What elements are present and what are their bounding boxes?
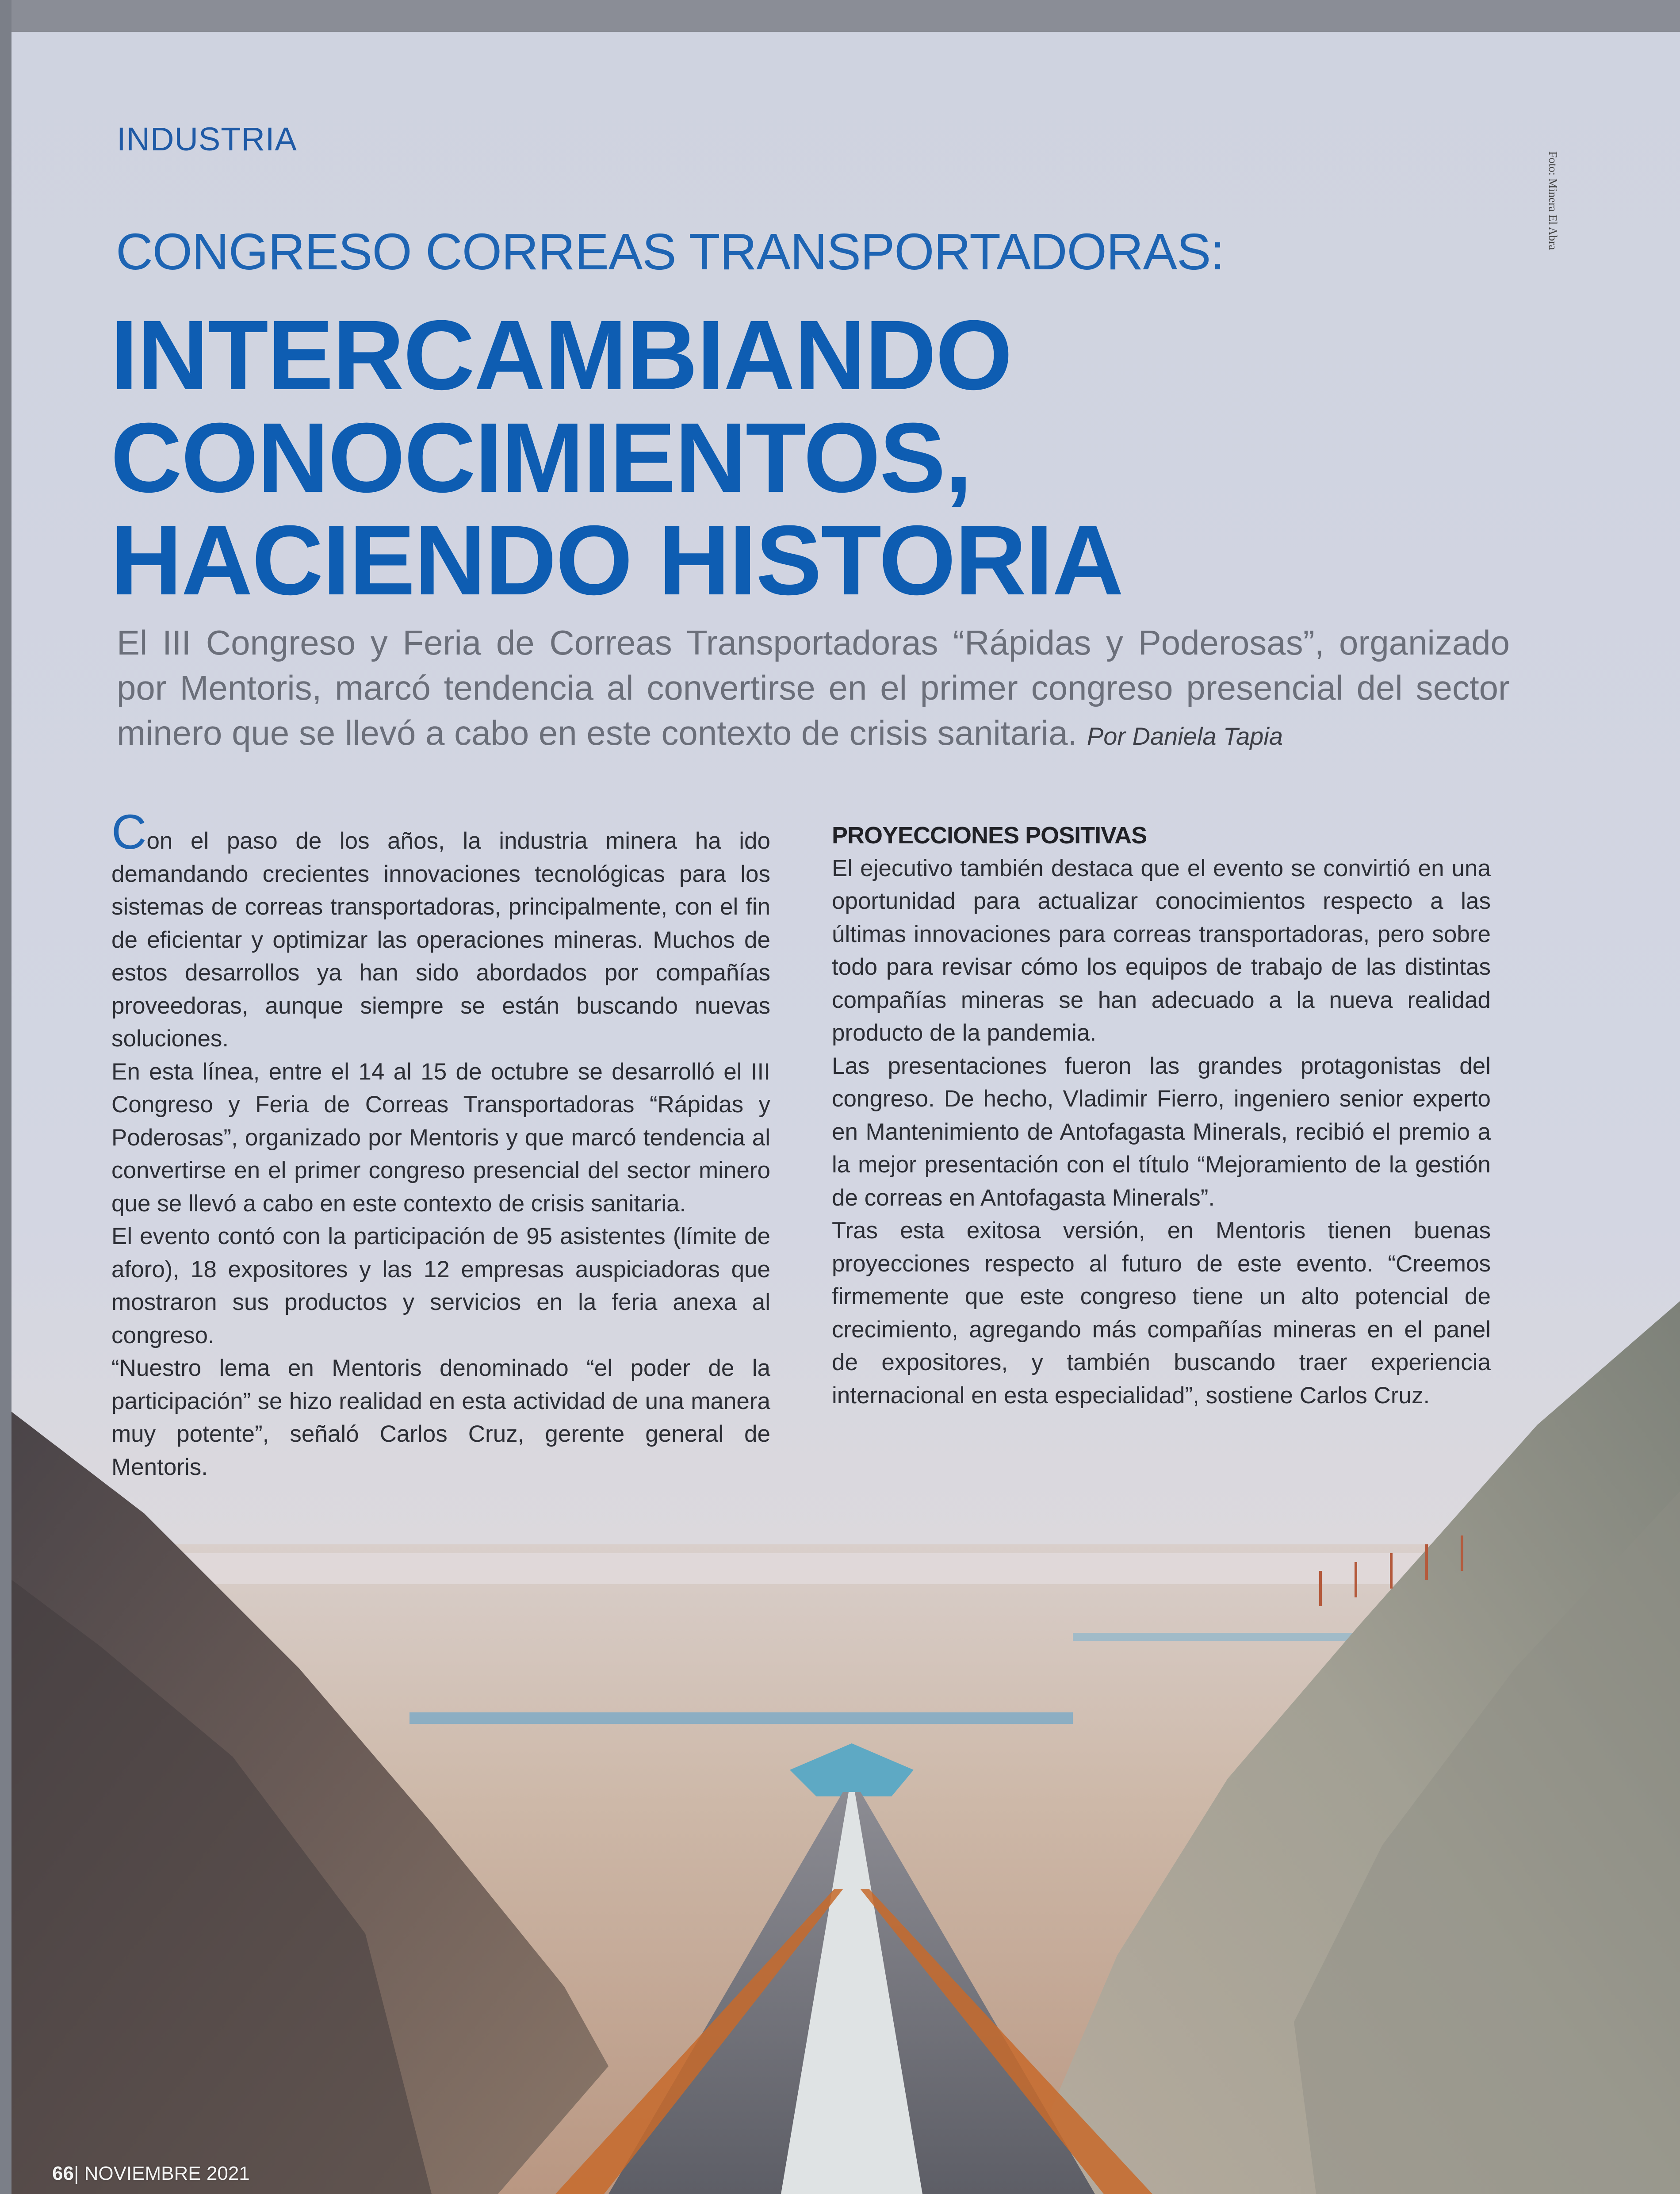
paragraph-6: Las presentaciones fueron las grandes protagonistas del congreso. De hecho, Vladimir Fierro, ingeniero senior experto en Mantenimiento de Antofagasta Minerals, recibió el premio a la mejor presentación con el título “Mejoramiento de la gestión de correas en Antofagasta Minerals”. — [832, 1053, 1491, 1211]
photo-credit: Foto: Minera El Abra — [1546, 151, 1559, 250]
paragraph-4: “Nuestro lema en Mentoris denominado “el poder de la participación” se hizo realidad en esta actividad de una manera muy potente”, señaló Carlos Cruz, gerente general de Mentoris. — [111, 1355, 770, 1480]
paragraph-5: El ejecutivo también destaca que el evento se convirtió en una oportunidad para actualizar conocimientos respecto a las últimas innovaciones para correas transportadoras, pero sobre todo para revisar cómo los equipos de trabajo de las distintas compañías mineras se han adecuado a la nueva realidad producto de la pandemia. — [832, 855, 1491, 1046]
article-lead — [117, 620, 1510, 759]
paragraph-2: En esta línea, entre el 14 al 15 de octubre se desarrolló el III Congreso y Feria de Correas Transportadoras “Rápidas y Poderosas”, organizado por Mentoris y que marcó tendencia al convertirse en el primer congreso presencial del sector minero que se llevó a cabo en este contexto de crisis sanitaria. — [111, 1058, 770, 1217]
page-number: 66 — [52, 2163, 74, 2184]
left-frame-bar — [0, 0, 11, 2194]
issue-date: | NOVIEMBRE 2021 — [73, 2163, 250, 2184]
paragraph-3: El evento contó con la participación de 95 asistentes (límite de aforo), 18 expositores y las 12 empresas auspiciadoras que mostraron sus productos y servicios en la feria anexa al congreso. — [111, 1223, 770, 1348]
top-frame-bar — [0, 0, 1680, 32]
article-headline — [111, 300, 1349, 616]
byline: Por Daniela Tapia — [1087, 722, 1283, 750]
subheading: PROYECCIONES POSITIVAS — [832, 822, 1147, 849]
paragraph-7: Tras esta exitosa versión, en Mentoris tienen buenas proyecciones respecto al futuro de este evento. “Creemos firmemente que este congreso tiene un alto potencial de crecimiento, agregando más compañías mineras en el panel de expositores, y también buscando traer experiencia internacional en esta especialidad”, sostiene Carlos Cruz. — [832, 1218, 1491, 1409]
page-footer — [52, 2163, 250, 2185]
section-label: INDUSTRIA — [117, 121, 297, 157]
headline-line-3: HACIENDO HISTORIA — [111, 505, 1123, 616]
paragraph-1: Con el paso de los años, la industria minera ha ido demandando crecientes innovaciones tecnológicas para los sistemas de correas transportadoras, principalmente, con el fin de eficientar y optimizar las operaciones mineras. Muchos de estos desarrollos ya han sido abordados por compañías proveedoras, aunque siempre se están buscando nuevas soluciones. — [111, 805, 770, 1052]
headline-line-1: INTERCAMBIANDO — [111, 300, 1012, 410]
drop-cap: C — [111, 805, 147, 859]
right-column — [832, 819, 1491, 1412]
lead-text: El III Congreso y Feria de Correas Transportadoras “Rápidas y Poderosas”, organizado por Mentoris, marcó tendencia al convertirse en el primer congreso presencial del sector minero que se llevó a cabo en este contexto de crisis sanitaria. — [117, 623, 1510, 752]
article-kicker: CONGRESO CORREAS TRANSPORTADORAS: — [116, 223, 1225, 280]
headline-line-2: CONOCIMIENTOS, — [111, 402, 972, 513]
left-column — [111, 805, 770, 1484]
magazine-page — [11, 32, 1680, 2194]
